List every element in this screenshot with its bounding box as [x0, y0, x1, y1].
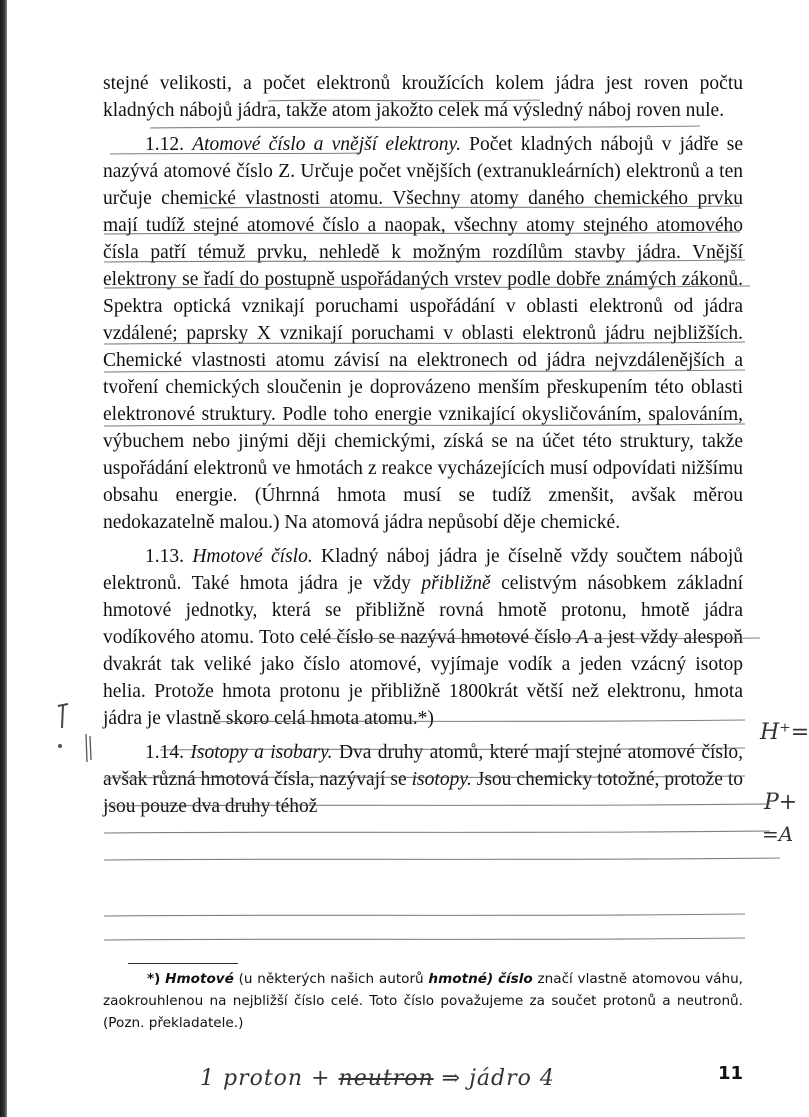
section-number: 1.14.	[145, 742, 184, 763]
emphasis-priblizne: přibližně	[421, 573, 491, 594]
symbol-a: A	[576, 627, 589, 648]
footnote-text: značí vlastně atomovou váhu, zaokrouhlenou na nejbližší číslo celé. Toto číslo považujeme za součet protonů a neutronů. (Pozn. překladatele.)	[103, 971, 744, 1031]
section-text: Počet kladných nábojů v jádře se nazývá atomové číslo Z. Určuje počet vnějších (extranukleárních) elektronů a ten určuje chemické vlastnosti atomu. Všechny atomy daného chemického prvku mají tudíž stejné atomové číslo a naopak, všechny atomy stejného atomového čísla patří témuž prvku, nehledě k možným rozdílům stavby jádra. Vnější elektrony se řadí do postupně uspořádaných vrstev podle dobře známých zákonů. Spektra optická vznikají poruchami uspořádání v oblasti elektronů od jádra vzdálené; paprsky X vznikají poruchami v oblasti elektronů jádru nejbližších. Chemické vlastnosti atomu závisí na elektronech od jádra nejvzdálenějších a tvoření chemických sloučenin je doprovázeno menším přeskupením této oblasti elektronové struktury. Podle toho energie vznikající okysličováním, spalováním, výbuchem nebo jinými ději chemickými, získá se na účet této struktury, takže uspořádání elektronů ve hmotách z reakce vycházejících musí odpovídati nižšímu obsahu energie. (Úhrnná hmota musí se tudíž zmenšit, avšak měrou nedokazatelně malou.) Na atomová jádra nepůsobí děje chemické.	[103, 134, 744, 533]
handwritten-note-margin: =A	[762, 822, 794, 846]
handwritten-text: ⇒ jádro 4	[441, 1066, 555, 1091]
section-1-12	[103, 131, 743, 536]
section-text: Dva druhy atomů, které mají stejné atomové číslo, avšak různá hmotová čísla, nazývají se	[103, 742, 744, 790]
paragraph-continuation: stejné velikosti, a počet elektronů kroužících kolem jádra jest roven počtu kladných nábojů jádra, takže atom jakožto celek má výsledný náboj roven nule.	[103, 73, 743, 121]
footnote	[103, 968, 743, 1034]
section-heading: Hmotové číslo.	[192, 546, 313, 567]
handwritten-text: 1 proton +	[200, 1066, 331, 1091]
section-1-14	[103, 739, 743, 820]
section-heading: Atomové číslo a vnější elektrony.	[192, 134, 461, 155]
handwritten-struck-text: neutron	[338, 1066, 434, 1091]
section-number: 1.13.	[145, 546, 184, 567]
emphasis-isotopy: isotopy.	[411, 769, 472, 790]
handwritten-note-margin: H⁺=	[760, 720, 809, 745]
section-text: a jest vždy alespoň dvakrát tak veliké jako číslo atomové, vyjímaje vodík a jeden vzácný isotop helia. Protože hmota protonu je přibližně 1800krát větší než elektronu, hmota jádra je vlastně skoro celá hmota atomu.*)	[103, 627, 744, 729]
section-number: 1.12.	[145, 134, 184, 155]
footnote-term: hmotné)	[428, 971, 494, 987]
footnote-term: číslo	[497, 971, 533, 987]
page-body	[103, 70, 743, 820]
footnote-divider	[128, 963, 238, 964]
section-text: Kladný náboj jádra je číselně vždy součtem nábojů elektronů. Také hmota jádra je vždy	[103, 546, 744, 594]
footnote-text: (u některých našich autorů	[238, 971, 424, 987]
handwritten-note-margin: P+	[764, 790, 798, 815]
page-binding-edge	[0, 0, 7, 1117]
section-text: celistvým násobkem základní hmotové jednotky, která se přibližně rovná hmotě protonu, hmotě jádra vodíkového atomu. Toto celé číslo se nazývá hmotové číslo	[103, 573, 744, 648]
section-heading: Isotopy a isobary.	[190, 742, 333, 763]
section-1-13	[103, 543, 743, 732]
handwritten-note-bottom	[200, 1066, 555, 1091]
section-text: Jsou chemicky totožné, protože to jsou pouze dva druhy téhož	[103, 769, 743, 817]
footnote-mark: *)	[147, 971, 161, 987]
footnote-term: Hmotové	[165, 971, 234, 987]
page-number: 11	[718, 1063, 744, 1084]
margin-pencil-marks	[54, 700, 94, 780]
